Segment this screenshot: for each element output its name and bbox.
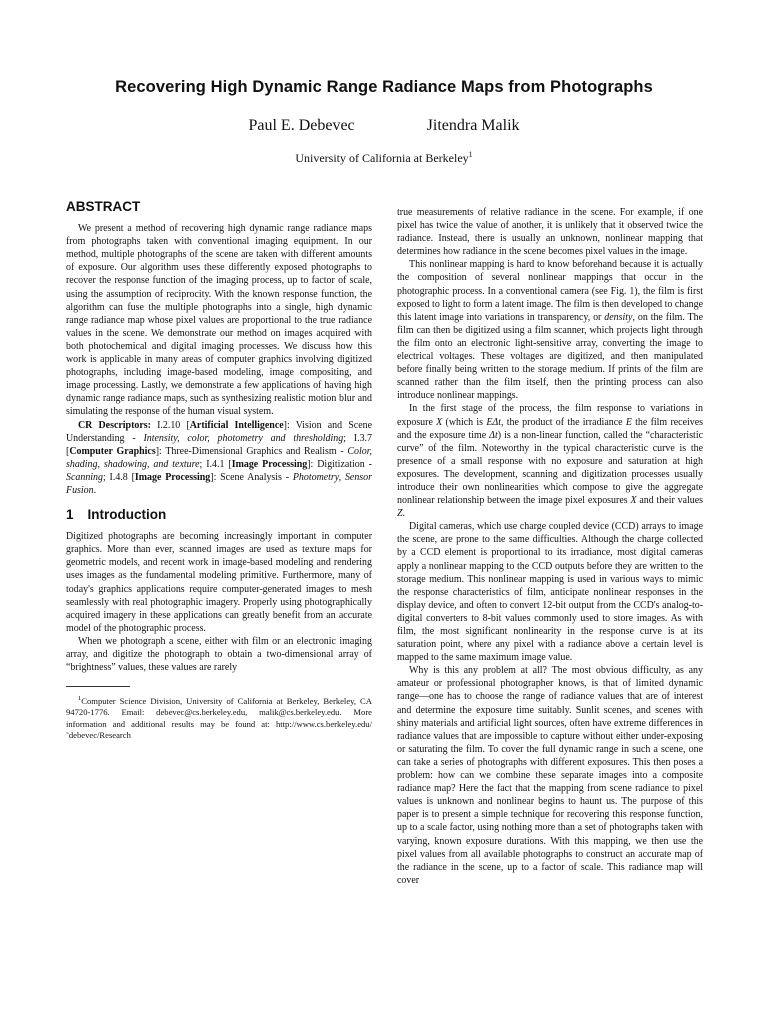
body-paragraph xyxy=(397,402,703,520)
footnote-marker: 1 xyxy=(78,695,82,703)
cr-category: Artificial Intelligence xyxy=(189,419,284,431)
text-run: ) is a non-linear function, called the “characteristic curve” of the film. Noteworthy in the typical characteristic curve is the presence of a small response with no exposure and saturation at high exposures. The development, scanning and digitization processes usually introduce their own nonlinearities which compose to give the aggregate nonlinear relationship between the image pixel exposures xyxy=(397,429,703,507)
text-run: . xyxy=(402,508,406,520)
text-run: , on the film. The film can then be digitized using a film scanner, which projects light through the film onto an electronic light-sensitive array, converting the image to electrical voltages. These voltages are digitized, and then manipulated before finally being written to the storage medium. If prints of the film are scanned rather than the film itself, then the printing process can also introduce nonlinear mappings. xyxy=(397,311,703,402)
introduction-section xyxy=(66,508,372,674)
cr-category: Image Processing xyxy=(134,471,211,483)
math-symbol: Δt xyxy=(489,429,498,441)
math-symbol: Z xyxy=(397,508,403,520)
section-title: Introduction xyxy=(87,507,167,523)
affiliation-text: University of California at Berkeley xyxy=(295,151,469,165)
cr-text: . xyxy=(93,484,97,496)
body-paragraph: Digitized photographs are becoming increasingly important in computer graphics. More than ever, scanned images are used as texture maps for geometric models, and recent work in image-based modeling and rendering uses images as the fundamental modeling primitive. Furthermore, many of today's graphics applications require computer-generated images to mesh seamlessly with real photographic imagery. Properly using photographically acquired imagery in these applications can greatly benefit from an accurate model of the photographic process. xyxy=(66,531,372,634)
cr-text: ]: Scene Analysis - xyxy=(210,471,293,483)
cr-category: Computer Graphics xyxy=(69,445,156,457)
cr-text: I.2.10 [ xyxy=(157,419,190,431)
section-heading xyxy=(66,508,372,521)
body-paragraph: When we photograph a scene, either with film or an electronic imaging array, and digitize the photograph to obtain a two-dimensional array of “brightness” values, these values are rarely xyxy=(66,635,372,674)
cr-category: Image Processing xyxy=(231,458,308,470)
math-symbol: EΔt xyxy=(486,416,501,428)
text-run: the film receives and the exposure time xyxy=(397,416,703,441)
cr-subject: Photometry, Sensor Fusion xyxy=(66,471,372,496)
author-name: Paul E. Debevec xyxy=(248,117,355,134)
author-name: Jitendra Malik xyxy=(426,117,520,134)
text-run: , the product of the irradiance xyxy=(500,416,626,428)
emphasis: density xyxy=(604,311,633,323)
author-list xyxy=(0,117,768,135)
math-symbol: X xyxy=(630,495,637,507)
math-symbol: E xyxy=(625,416,632,428)
paper-title: Recovering High Dynamic Range Radiance Maps from Photographs xyxy=(115,78,653,96)
text-run: In the first stage of the process, the film response to variations in exposure xyxy=(397,403,703,428)
cr-text: ; I.3.7 [ xyxy=(66,432,372,457)
text-run: and their values xyxy=(636,495,703,507)
abstract-text: We present a method of recovering high dynamic range radiance maps from photographs taken with conventional imaging equipment. In our method, multiple photographs of the scene are taken with different amounts of exposure. Our algorithm uses these differently exposed photographs to recover the response function of the imaging process, up to factor of scale, using the assumption of reciprocity. With the known response function, the algorithm can fuse the multiple photographs into a single, high dynamic range radiance map whose pixel values are proportional to the true radiance values in the scene. We demonstrate our method on images acquired with both photochemical and digital imaging processes. We discuss how this work is applicable in many areas of computer graphics involving digitized photographs, including image-based modeling, image compositing, and image processing. Lastly, we demonstrate a few applications of having high dynamic range radiance maps, such as synthesizing realistic motion blur and simulating the response of the human visual system. xyxy=(66,223,372,418)
left-column xyxy=(66,200,372,742)
affiliation xyxy=(0,150,768,166)
footnote-rule xyxy=(66,686,130,687)
footnote-text: Computer Science Division, University of California at Berkeley, Berkeley, CA 94720-1776. Email: debevec@cs.berkeley.edu, malik@cs.berkeley.edu. More information and additional results may be found at: http://www.cs.berkeley.edu/˜debevec/Research xyxy=(66,696,372,741)
text-run: (which is xyxy=(442,416,487,428)
body-paragraph xyxy=(397,258,703,402)
cr-text: ; I.4.1 [ xyxy=(199,458,232,470)
cr-subject: Intensity, color, photometry and thresholding xyxy=(143,432,344,444)
cr-subject: Color, shading, shadowing, and texture xyxy=(66,445,372,470)
body-paragraph: Digital cameras, which use charge coupled device (CCD) arrays to image the scene, are prone to the same difficulties. Although the charge collected by a CCD element is proportional to its irradiance, most digital cameras apply a nonlinear mapping to the CCD outputs before they are written to the storage medium. This nonlinear mapping is used in various ways to mimic the response characteristics of film, anticipate nonlinear responses in the display device, and often to convert 12-bit output from the CCD's analog-to-digital converters to 8-bit values commonly used to store images. As with film, the most significant nonlinearity in the response curve is at its saturation point, where any pixel with a radiance above a certain level is mapped to the same maximum image value. xyxy=(397,521,703,664)
cr-descriptors xyxy=(66,419,372,498)
cr-text: ; I.4.8 [ xyxy=(102,471,135,483)
section-number: 1 xyxy=(66,507,74,523)
footnote xyxy=(66,693,372,741)
text-run: This nonlinear mapping is hard to know beforehand because it is actually the composition of several nonlinear mappings that occur in the photographic process. In a conventional camera (see Fig. 1), the film is first exposed to light to form a latent image. The film is then developed to change this latent image into variations in transparency, or xyxy=(397,259,703,323)
cr-text: ]: Vision and Scene Understanding - xyxy=(66,419,372,444)
cr-text: ]: Three-Dimensional Graphics and Realism - xyxy=(155,445,348,457)
math-symbol: X xyxy=(436,416,443,428)
abstract-heading: ABSTRACT xyxy=(66,199,141,214)
right-column xyxy=(397,206,703,887)
footnote-marker: 1 xyxy=(468,150,473,159)
cr-label: CR Descriptors: xyxy=(78,419,151,431)
body-paragraph: Why is this any problem at all? The most obvious difficulty, as any amateur or professional photographer knows, is that of limited dynamic range—one has to choose the range of radiance values that are of interest and determine the exposure time suitably. Sunlit scenes, and scenes with shiny materials and artificial light sources, often have extreme differences in radiance values that are impossible to capture without either under-exposing or saturating the film. To cover the full dynamic range in such a scene, one can take a series of photographs with different exposures. This then poses a problem: how can we combine these separate images into a composite radiance map? Here the fact that the mapping from scene radiance to pixel values is unknown and nonlinear begins to haunt us. The purpose of this paper is to present a simple technique for recovering this response function, up to a scale factor, using nothing more than a set of photographs taken with varying, known exposure durations. With this mapping, we then use the pixel values from all available photographs to construct an accurate map of the radiance in the scene, up to a factor of scale. This radiance map will cover xyxy=(397,665,703,886)
cr-text: ]: Digitization - xyxy=(307,458,372,470)
body-paragraph: true measurements of relative radiance in the scene. For example, if one pixel has twice the value of another, it is unlikely that it observed twice the radiance. Instead, there is usually an unknown, nonlinear mapping that determines how radiance in the scene becomes pixel values in the image. xyxy=(397,207,703,258)
cr-subject: Scanning xyxy=(66,471,103,483)
